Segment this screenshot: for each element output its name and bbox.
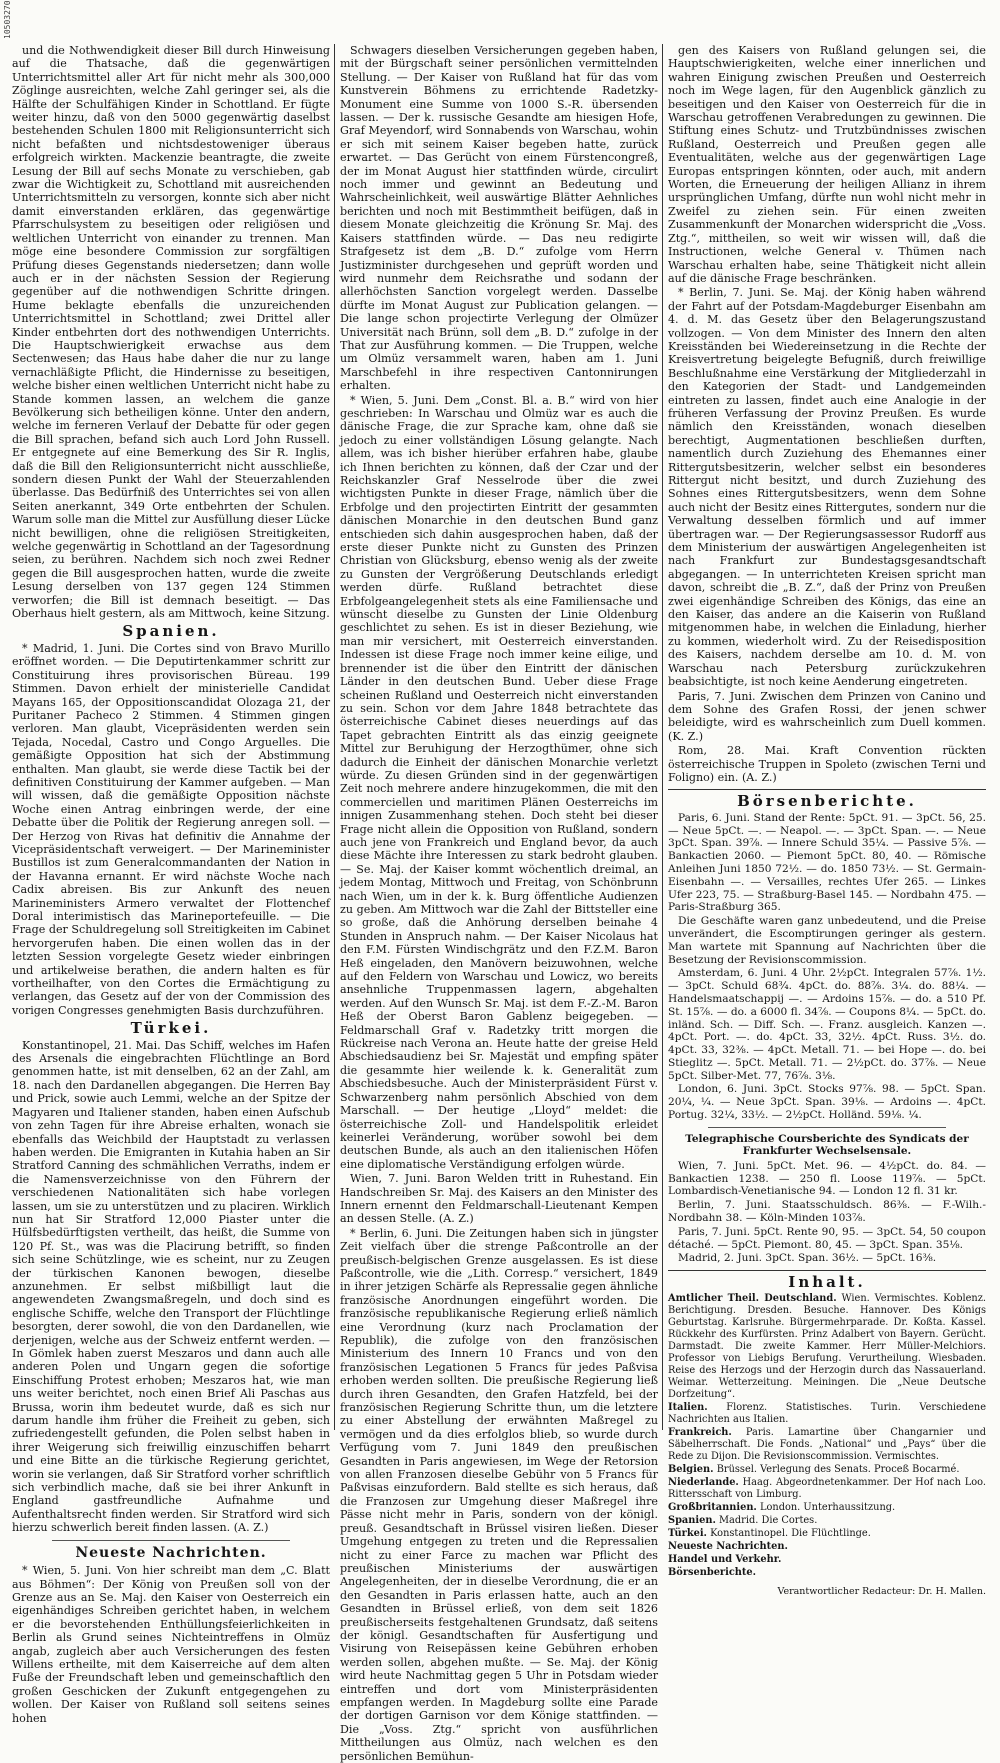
section-heading-boerse: Börsenberichte. bbox=[737, 792, 917, 811]
toc-key: Amtlicher Theil. Deutschland. bbox=[668, 1292, 837, 1304]
separator-line bbox=[668, 1270, 986, 1271]
toc-key: Türkei. bbox=[668, 1527, 707, 1539]
column-rule-right bbox=[662, 44, 663, 1430]
toc-key: Großbritannien. bbox=[668, 1501, 757, 1513]
toc-entry bbox=[668, 1554, 986, 1566]
toc-entry bbox=[668, 1464, 986, 1476]
toc-entry bbox=[668, 1477, 986, 1501]
tel-madrid: Madrid, 2. Juni. 3pCt. Span. 36½. — 5pCt. 16⅜. bbox=[678, 1252, 937, 1265]
toc-text: Florenz. Statistisches. Turin. Verschiedene Nachrichten aus Italien. bbox=[668, 1401, 986, 1425]
toc-text: Madrid. Die Cortes. bbox=[719, 1514, 818, 1526]
column-3 bbox=[668, 44, 987, 1597]
table-of-contents bbox=[668, 1293, 986, 1579]
article-wien-2: * Wien, 5. Juni. Dem „Const. Bl. a. B.“ wird von hier geschrieben: In Warschau und Olmüz war es auch die dänische Frage, die zur Sprache kam, ohne daß sie jedoch zu einer vollständigen Lösung gelangte. Nach allem, was ich bisher hierüber erfahren habe, glaube ich Ihnen berichten zu können, daß der Czar und der Reichskanzler Graf Nesselrode über die zwei wichtigsten Punkte in dieser Frage, nämlich über die Erbfolge und den projectirten Eintritt der gesammten dänischen Monarchie in den deutschen Bund ganz entschieden sich dahin ausgesprochen haben, daß der erste dieser Punkte nicht zu Gunsten des Prinzen Christian von Glücksburg, ebenso wenig als der zweite zu Gunsten der Vergrößerung Deutschlands erledigt werden dürfe. Rußland betrachtet diese Erbfolgeangelegenheit stets als eine Familiensache und wünscht dieselbe zu Gunsten der Linie Oldenburg geschlichtet zu sehen. Es ist in dieser Beziehung, wie man mir versichert, mit Oesterreich einverstanden. Indessen ist diese Frage noch immer keine eilige, und brennender ist die über den Eintritt der dänischen Länder in den deutschen Bund. Ueber diese Frage scheinen Rußland und Oesterreich nicht einverstanden zu sein. Schon vor dem Jahre 1848 betrachtete das österreichische Cabinet dieses neuerdings auf das Tapet gebrachten Eintritt als das einzig geeignete Mittel zur Beruhigung der Herzogthümer, ohne sich dadurch die Einheit der dänischen Monarchie verletzt würde. Zu diesen Gründen sind in der gegenwärtigen Zeit noch mehrere andere hinzugekommen, die mit den commerciellen und maritimen Plänen Oesterreichs im innigen Zusammenhang stehen. Doch steht bei dieser Frage nicht allein die Opposition von Rußland, sondern auch jene von Frankreich und England bevor, da auch diese Mächte ihre Interessen zu stark bedroht glauben. — Se. Maj. der Kaiser kommt wöchentlich dreimal, an jedem Montag, Mittwoch und Freitag, von Schönbrunn nach Wien, um in der k. k. Burg öffentliche Audienzen zu geben. Am Mittwoch war die Zahl der Bittsteller eine so große, daß die Anhörung derselben beinahe 4 Stunden in Anspruch nahm. — Der Kaiser Nicolaus hat den F.M. Fürsten Windischgrätz und den F.Z.M. Baron Heß eingeladen, den Manövern beizuwohnen, welche auf den Feldern von Warschau und Lowicz, wo bereits ansehnliche Truppenmassen lagern, abgehalten werden. Auf den Wunsch Sr. Maj. ist dem F.-Z.-M. Baron Heß der Oberst Baron Gablenz beigegeben. — Feldmarschall Graf v. Radetzky tritt morgen die Rückreise nach Verona an. Heute hatte der greise Held Abschiedsaudienz bei Sr. Majestät und empfing später die gesammte hier weilende k. k. Generalität zum Abschiedsbesuche. Auch der Ministerpräsident Fürst v. Schwarzenberg nahm persönlich Abschied von dem Marschall. — Der heutige „Lloyd“ meldet: die österreichische Zoll- und Handelspolitik erleidet keinerlei Veränderung, worüber sowohl bei dem deutschen Bunde, als auch an den italienischen Höfen eine diplomatische Verständigung erfolgen würde. bbox=[340, 393, 658, 1171]
section-heading-tuerkei: Türkei. bbox=[130, 1019, 212, 1038]
tel-paris: Paris, 7. Juni. 5pCt. Rente 90, 95. — 3pCt. 54, 50 coupon détaché. — 5pCt. Piemont. 80, 45. — 3pCt. Span. 35⅛. bbox=[668, 1225, 986, 1251]
toc-key: Niederlande. bbox=[668, 1476, 739, 1488]
article-wien-1: * Wien, 5. Juni. Von hier schreibt man dem „C. Blatt aus Böhmen“: Der König von Preußen soll von der Grenze aus an Se. Maj. den Kaiser von Oesterreich ein eigenhändiges Schreiben gerichtet haben, in welchem er die bevorstehenden Enthüllungsfeierlichkeiten in Berlin als Grund seines Nichteintreffens in Olmüz angab, zugleich aber auch Versicherungen des festen Willens ertheilte, mit dem Kaiserreiche auf dem alten Fuße der Freundschaft leben und gemeinschaftlich den großen Geschicken der Zukunft entgegengehen zu wollen. Der Kaiser von Rußland soll seitens seines hohen bbox=[12, 1564, 330, 1725]
toc-entry bbox=[668, 1402, 986, 1426]
toc-entry bbox=[668, 1427, 986, 1463]
section-heading-spanien: Spanien. bbox=[122, 622, 220, 641]
column-rule-left bbox=[334, 44, 335, 1430]
archive-stamp: 10503270 bbox=[3, 0, 12, 39]
article-madrid: * Madrid, 1. Juni. Die Cortes sind von Bravo Murillo eröffnet worden. — Die Deputirtenkammer schritt zur Constituirung ihres provisorischen Büreau. 199 Stimmen. Davon erhielt der ministerielle Candidat Mayans 165, der Oppositionscandidat Olozaga 21, der Puritaner Pacheco 2 Stimmen. 4 Stimmen gingen verloren. Man glaubt, Vicepräsidenten werden sein Tejada, Nocedal, Castro und Congo Arguelles. Die gemäßigte Opposition hat sich der Abstimmung enthalten. Man glaubt, sie werde diese Tactik bei der definitiven Constituirung der Kammer aufgeben. — Man will wissen, daß die gemäßigte Opposition nächste Woche einen Antrag einbringen werde, der eine Debatte über die Politik der Regierung anregen soll. — Der Herzog von Rivas hat definitiv die Annahme der Vicepräsidentschaft verweigert. — Der Marineminister Bustillos ist zum Generalcommandanten der Nation in der Havanna ernannt. Er wird nächste Woche nach Cadix abreisen. Bis zur Ankunft des neuen Marineministers Armero verwaltet der Flottenchef Doral interimistisch das Marineportefeuille. — Die Frage der Schuldregelung soll Streitigkeiten im Cabinet hervorgerufen haben. Die einen wollen das in der letzten Session vorgelegte Gesetz wieder einbringen und artikelweise berathen, die andern halten es für vortheilhafter, von den Cortes die Ermächtigung zu verlangen, das Gesetz auf der von der Commission des vorigen Congresses genehmigten Basis durchzuführen. bbox=[12, 641, 330, 1017]
separator-line bbox=[52, 1540, 290, 1541]
toc-key: Frankreich. bbox=[668, 1426, 732, 1438]
editor-line: Verantwortlicher Redacteur: Dr. H. Mallen. bbox=[777, 1585, 986, 1597]
section-heading-telegraph: Telegraphische Coursberichte des Syndicats der Frankfurter Wechselsensale. bbox=[685, 1132, 969, 1157]
section-heading-inhalt: Inhalt. bbox=[788, 1273, 866, 1292]
toc-key: Handel und Verkehr. bbox=[668, 1553, 782, 1565]
toc-text: Konstantinopel. Die Flüchtlinge. bbox=[710, 1527, 871, 1539]
toc-entry bbox=[668, 1502, 986, 1514]
tel-berlin: Berlin, 7. Juni. Staatsschuldsch. 86⅜. — F.-Wilh.-Nordbahn 38. — Köln-Minden 103⅞. bbox=[668, 1199, 986, 1225]
toc-key: Italien. bbox=[668, 1401, 708, 1413]
article-berlin-2: * Berlin, 7. Juni. Se. Maj. der König haben während der Fahrt auf der Potsdam-Magdeburger Eisenbahn am 4. d. M. das Gesetz über den Belagerungszustand vollzogen. — Von dem Minister des Innern den alten Kreisständen bei Wiedereinsetzung in die Rechte der Kreisvertretung beigelegte Befugniß, durch freiwillige Beschlußnahme eine Verstärkung der Mitgliederzahl in den Kategorien der Stadt- und Landgemeinden eintreten zu lassen, findet auch eine Analogie in der früheren Verfassung der Provinz Preußen. Es wurde nämlich den Kreisständen, wonach dieselben berechtigt, Augmentationen beschließen durften, namentlich durch Zuziehung des Ehemannes einer Rittergutsbesitzerin, welcher selbst ein besonderes Rittergut nicht besitzt, und durch Zuziehung des Sohnes eines Rittergutsbesitzers, wenn dem Sohne auch nicht der Besitz eines Rittergutes, sondern nur die Verwaltung desselben förmlich und auf immer übertragen war. — Der Regierungsassessor Rudorff aus dem Ministerium der auswärtigen Angelegenheiten ist nach Frankfurt zur Bundestagsgesandtschaft abgegangen. — In unterrichteten Kreisen spricht man davon, schreibt die „B. Z.“, daß der Prinz von Preußen zwei eigenhändige Schreiben des Königs, das eine an den Kaiser, das andere an die Kaiserin von Rußland mitgenommen habe, in welchen die Einladung, hierher zu kommen, wiederholt wird. Zu der Reisedisposition des Kaisers, nachdem derselbe am 10. d. M. von Warschau nach Petersburg zurückzukehren beabsichtigte, ist noch keine Aenderung eingetreten. bbox=[668, 286, 986, 689]
article-wien-continued: Schwagers dieselben Versicherungen gegeben haben, mit der Bürgschaft seiner persönlichen vermittelnden Stellung. — Der Kaiser von Rußland hat für das vom Kunstverein Böhmens zu errichtende Radetzky-Monument eine Summe von 1000 S.-R. übersenden lassen. — Der k. russische Gesandte am hiesigen Hofe, Graf Meyendorf, wird Sonnabends von Warschau, wohin er sich mit seinem Kaiser begeben hatte, zurück erwartet. — Das Gerücht von einem Fürstencongreß, der im Monat August hier stattfinden würde, circulirt noch immer und gewinnt an Bedeutung und Wahrscheinlichkeit, weil auswärtige Blätter Aehnliches berichten und noch mit Bestimmtheit beifügen, daß in diesem Monate gleichzeitig die Krönung Sr. Maj. des Kaisers stattfinden würde. — Das neu redigirte Strafgesetz ist dem „B. D.“ zufolge vom Herrn Justizminister durchgesehen und geprüft worden und wird nunmehr dem Reichsrathe und sodann der allerhöchsten Sanction vorgelegt werden. Dasselbe dürfte im Monat August zur Publication gelangen. — Die lange schon projectirte Verlegung der Olmüzer Universität nach Brünn, soll dem „B. D.“ zufolge in der That zur Ausführung kommen. — Die Truppen, welche um Olmüz versammelt waren, haben am 1. Juni Marschbefehl in ihre respectiven Cantonnirungen erhalten. bbox=[340, 44, 658, 393]
rate-amsterdam: Amsterdam, 6. Juni. 4 Uhr. 2½pCt. Integralen 57⅞. 1½. — 3pCt. Schuld 68¾. 4pCt. do. 88⅞. 3¼. do. 88¼. — Handelsmaatschappij —. — Ardoins 15⅞. — do. a 510 Pf. St. 15⅞. — do. a 6000 fl. 34⅞. — Coupons 8¼. — 5pCt. do. inländ. Sch. — Diff. Sch. —. Franz. ausgleich. Kanzen —. 4pCt. Port. —. do. 4pCt. 33, 32½. 4pCt. Russ. 3½. do. 4pCt. 33, 32⅜. — 4pCt. Metall. 71. — bei Hope —. do. bei Stieglitz —. 5pCt. Metall. 71. — 2½pCt. do. 37⅞. — Neue 5pCt. Silber-Met. 77, 76⅞. 3⅛. bbox=[668, 967, 986, 1082]
column-2 bbox=[340, 44, 658, 1763]
separator-line bbox=[708, 1127, 946, 1128]
rate-paris-note: Die Geschäfte waren ganz unbedeutend, und die Preise unverändert, die Escomptirungen geringer als gestern. Man wartete mit Spannung auf Nachrichten über die Besetzung der Revisionscommission. bbox=[668, 915, 986, 966]
telegraph-rates bbox=[668, 1160, 986, 1265]
article-olmuez-continued: gen des Kaisers von Rußland gelungen sei, die Hauptschwierigkeiten, welche einer innerlichen und wahren Einigung zwischen Preußen und Oesterreich noch im Wege lagen, für den Augenblick gänzlich zu beseitigen und den Kaiser von Oesterreich für die in Warschau getroffenen Verabredungen zu gewinnen. Die Stiftung eines Schutz- und Trutzbündnisses zwischen Rußland, Oesterreich und Preußen gegen alle Eventualitäten, welche aus der gegenwärtigen Lage Europas entspringen könnten, oder auch, mit andern Worten, die Erneuerung der heiligen Allianz in ihrem ursprünglichen Umfang, dürfte nun wohl nicht mehr in Zweifel zu ziehen sein. Für einen zweiten Zusammenkunft der Monarchen widerspricht die „Voss. Ztg.“, mittheilen, so weit wir wissen will, daß die Instructionen, welche General v. Thümen nach Warschau erhalten habe, seine Thätigkeit nicht allein auf die dänische Frage beschränken. bbox=[668, 44, 986, 285]
article-berlin-1: * Berlin, 6. Juni. Die Zeitungen haben sich in jüngster Zeit vielfach über die strenge Paßcontrolle an der preußisch-belgischen Grenze ausgelassen. Es ist diese Paßcontrolle, wie die „Lith. Corresp.“ versichert, 1849 in ihrer jetzigen Schärfe als Repressalie gegen ähnliche französische Anordnungen eingeführt worden. Die französische republikanische Regierung erließ nämlich eine Verordnung (kurz nach Proclamation der Republik), die zufolge von den französischen Ministerium des Innern 10 Francs und von den französischen Legationen 5 Francs für jedes Paßvisa erhoben werden sollten. Die preußische Regierung ließ durch ihren Gesandten, den Grafen Hatzfeld, bei der französischen Regierung Schritte thun, um die letztere zu einer Abstellung der erwähnten Maßregel zu vermögen und da dies erfolglos blieb, so wurde durch Verfügung vom 7. Juni 1849 den preußischen Gesandten in Paris angewiesen, im Wege der Retorsion von allen Franzosen dieselbe Gebühr von 5 Francs für Paßvisas einzufordern. Bald stellte es sich heraus, daß die Franzosen zur Umgehung dieser Maßregel ihre Pässe nicht mehr in Paris, sondern von der königl. preuß. Gesandtschaft in Brüssel visiren ließen. Dieser Umgehung entgegen zu treten und die Repressalien nicht zu einer Farce zu machen war Pflicht des preußischen Ministeriums der auswärtigen Angelegenheiten, der in dieselbe Verordnung, die er an den Gesandten in Paris erlassen hatte, auch an den Gesandten in Brüssel erließ, von dem seit 1826 preußischerseits festgehaltenen Grundsatz, daß seitens der königl. Gesandtschaften für Ausfertigung und Visirung von Reisepässen keine Gebühren erhoben werden sollen, abgehen mußte. — Se. Maj. der König wird heute Nachmittag gegen 5 Uhr in Potsdam wieder eintreffen und dort vom Ministerpräsidenten empfangen werden. In Magdeburg sollte eine Parade der dortigen Garnison vor dem Könige stattfinden. — Die „Voss. Ztg.“ spricht von ausführlichen Mittheilungen aus Olmüz, nach welchen es den persönlichen Bemühun- bbox=[340, 1226, 658, 1763]
article-schottland-bill: und die Nothwendigkeit dieser Bill durch Hinweisung auf die Thatsache, daß die gegenwärtigen Unterrichtsmittel aller Art für nicht mehr als 300,000 Zöglinge ausreichten, welche Zahl geringer sei, als die Hälfte der Schulfähigen Kinder in Schottland. Er fügte weiter hinzu, daß von den 5000 gegenwärtig daselbst bestehenden Schulen 1800 mit Religionsunterricht sich nicht befaßten und nichtsdestoweniger überaus erfolgreich wirkten. Mackenzie beantragte, die zweite Lesung der Bill auf sechs Monate zu verschieben, gab zwar die Wichtigkeit zu, Schottland mit ausreichenden Unterrichtsmitteln zu versorgen, konnte sich aber nicht damit einverstanden erklären, das gegenwärtige Pfarrschulsystem zu beseitigen oder religiösen und weltlichen Unterricht von einander zu trennen. Man möge eine besondere Commission zur sorgfältigen Prüfung dieses Gegenstands niedersetzen; dann wolle auch er in der nächsten Session der Regierung gegenüber auf die nothwendigen Schritte dringen. Hume beklagte ebenfalls die unzureichenden Unterrichtsmittel in Schottland; zwei Drittel aller Kinder entbehrten dort des nothwendigen Unterrichts. Die Hauptschwierigkeit erwachse aus dem Sectenwesen; das Haus habe daher die nur zu lange vernachläßigte Pflicht, die Hindernisse zu beseitigen, welche bisher einen weltlichen Unterricht nicht habe zu Stande kommen lassen, an welchem die ganze Bevölkerung sich betheiligen könne. Unter den andern, welche im ferneren Verlauf der Debatte für oder gegen die Bill sprachen, befand sich auch Lord John Russell. Er entgegnete auf eine Bemerkung des Sir R. Inglis, daß die Bill den Religionsunterricht nicht ausschließe, sondern diesen Punkt der Wahl der Steuerzahlenden überlasse. Das Bedürfniß des Unterrichtes sei von allen Seiten anerkannt, 349 Orte entbehrten der Schulen. Warum solle man die Mittel zur Ausfüllung dieser Lücke nicht bewilligen, ohne die religiösen Streitigkeiten, welche gegenwärtig in Schottland an der Tagesordnung seien, zu berühren. Nachdem sich noch zwei Redner gegen die Bill ausgesprochen hatten, wurde die zweite Lesung derselben von 137 gegen 124 Stimmen verworfen; die Bill ist demnach beseitigt. — Das Oberhaus hielt gestern, als am Mittwoch, keine Sitzung. bbox=[12, 44, 330, 621]
toc-text: Brüssel. Verlegung des Senats. Proceß Bocarmé. bbox=[716, 1463, 960, 1475]
article-paris: Paris, 7. Juni. Zwischen dem Prinzen von Canino und dem Sohne des Grafen Rossi, der jenen schwer beleidigte, wird es wahrscheinlich zum Duell kommen. (K. Z.) bbox=[668, 689, 986, 743]
toc-key: Börsenberichte. bbox=[668, 1566, 757, 1578]
toc-entry bbox=[668, 1567, 986, 1579]
toc-text: Paris. Lamartine über Changarnier und Säbelherrschaft. Die Fonds. „National“ und „Pays“ über die Rede zu Dijon. Die Revisionscommission. Vermischtes. bbox=[668, 1426, 987, 1462]
toc-entry bbox=[668, 1293, 986, 1401]
article-rom: Rom, 28. Mai. Kraft Convention rückten österreichische Truppen in Spoleto (zwischen Terni und Foligno) ein. (A. Z.) bbox=[668, 744, 986, 784]
toc-key: Neueste Nachrichten. bbox=[668, 1540, 788, 1552]
toc-entry bbox=[668, 1528, 986, 1540]
tel-wien: Wien, 7. Juni. 5pCt. Met. 96. — 4½pCt. do. 84. — Bankactien 1238. — 250 fl. Loose 119⅞. — 5pCt. Lombardisch-Venetianische 94. — London 12 fl. 31 kr. bbox=[668, 1159, 986, 1198]
article-wien-3: Wien, 7. Juni. Baron Welden tritt in Ruhestand. Ein Handschreiben Sr. Maj. des Kaisers an den Minister des Innern ernennt den Feldmarschall-Lieutenant Kempen an dessen Stelle. (A. Z.) bbox=[340, 1172, 658, 1226]
article-konstantinopel: Konstantinopel, 21. Mai. Das Schiff, welches im Hafen des Arsenals die eingebrachten Flüchtlinge an Bord genommen hatte, ist mit denselben, 62 an der Zahl, am 18. nach den Dardanellen abgegangen. Die Herren Bay und Prick, sowie auch Lemmi, welche an der Spitze der Magyaren und Italiener standen, haben einen Aufschub von zehn Tagen für ihre Abreise erhalten, wonach sie ebenfalls das Weichbild der Hauptstadt zu verlassen haben werden. Die Emigranten in Kutahia haben an Sir Stratford Canning des schmählichen Verraths, indem er die Namensverzeichnisse von den Führern der verschiedenen Nationalitäten sich habe vorlegen lassen, um sie zu unterstützen und zu placiren. Wirklich nun hat Sir Stratford 12,000 Piaster unter die Hülfsbedürftigsten vertheilt, das heißt, die Summe von 120 Pf. St., was was die Placirung betrifft, so finden sich seine Schützlinge, wie es scheint, nur zu Zeugen der türkischen Kanonen bewogen, dieselbe anzunehmen. Er selbst mißbilligt laut die angewendeten Zwangsmaßregeln, und doch sind es englische Schiffe, welche den Transport der Flüchtlinge besorgten, derer sowohl, die von den Dardanellen, wie derjenigen, welche aus der Schweiz entfernt werden. — In Gömlek haben zuerst Meszaros und dann auch alle anderen Polen und Ungarn gegen die sofortige Einschiffung Protest erhoben; Meszaros hat, wie man uns weiter berichtet, noch einen Brief Ali Paschas aus Brussa, worin ihm bedeutet wurde, daß es sich nur darum handle ihm früher die Freiheit zu geben, sich zufriedengestellt gefunden, die Polen selbst haben in ihrer Weigerung sich freiwillig einzuschiffen beharrt und eine Bitte an die türkische Regierung gerichtet, worin sie verlangen, daß Sir Stratford vorher schriftlich sich verbindlich mache, daß sie bei ihrer Ankunft in England gastfreundliche Aufnahme und Aufenthaltsrecht finden werden. Sir Stratford wird sich hierzu schwerlich bereit finden lassen. (A. Z.) bbox=[12, 1038, 330, 1535]
toc-text: Wien. Vermischtes. Koblenz. Berichtigung. Dresden. Besuche. Hannover. Des Königs Geburtstag. Karlsruhe. Bürgermehrparade. Dr. Koßta. Kassel. Rückkehr des Kurfürsten. Prinz Adalbert von Bayern. Gerücht. Darmstadt. Die zweite Kammer. Herr Müller-Melchiors. Professor von Liebigs Berufung. Verurtheilung. Wiesbaden. Reise des Herzogs und der Herzogin durch das Nassauerland. Weimar. Wetterzeitung. Meiningen. Die „Neue Deutsche Dorfzeitung“. bbox=[668, 1292, 986, 1400]
column-1 bbox=[12, 44, 330, 1725]
section-heading-neueste: Neueste Nachrichten. bbox=[75, 1544, 267, 1561]
separator-line bbox=[668, 789, 986, 790]
toc-key: Belgien. bbox=[668, 1463, 714, 1475]
toc-text: London. Unterhaussitzung. bbox=[759, 1501, 896, 1513]
exchange-reports bbox=[668, 812, 986, 1122]
toc-entry bbox=[668, 1541, 986, 1553]
rate-paris: Paris, 6. Juni. Stand der Rente: 5pCt. 91. — 3pCt. 56, 25. — Neue 5pCt. —. — Neapol. —. — 3pCt. Span. —. — Neue 3pCt. Span. 39⅞. — Innere Schuld 35¼. — Passive 5⅞. — Bankactien 2060. — Piemont 5pCt. 80, 40. — Römische Anleihen Juni 1850 72½. — do. 1850 73½. — St. Germain-Eisenbahn —. — Versailles, rechtes Ufer 265. — Linkes Ufer 223, 75. — Straßburg-Basel 145. — Nordbahn 475. — Paris-Straßburg 365. bbox=[668, 811, 986, 914]
rate-london: London, 6. Juni. 3pCt. Stocks 97⅞. 98. — 5pCt. Span. 20¼, ¼. — Neue 3pCt. Span. 39⅛. — Ardoins —. 4pCt. Portug. 32¼, 33½. — 2½pCt. Holländ. 59⅛. ¼. bbox=[668, 1083, 986, 1122]
toc-text: Haag. Abgeordnetenkammer. Der Hof nach Loo. Rittersschaft von Limburg. bbox=[668, 1476, 986, 1500]
toc-key: Spanien. bbox=[668, 1514, 716, 1526]
toc-entry bbox=[668, 1515, 986, 1527]
